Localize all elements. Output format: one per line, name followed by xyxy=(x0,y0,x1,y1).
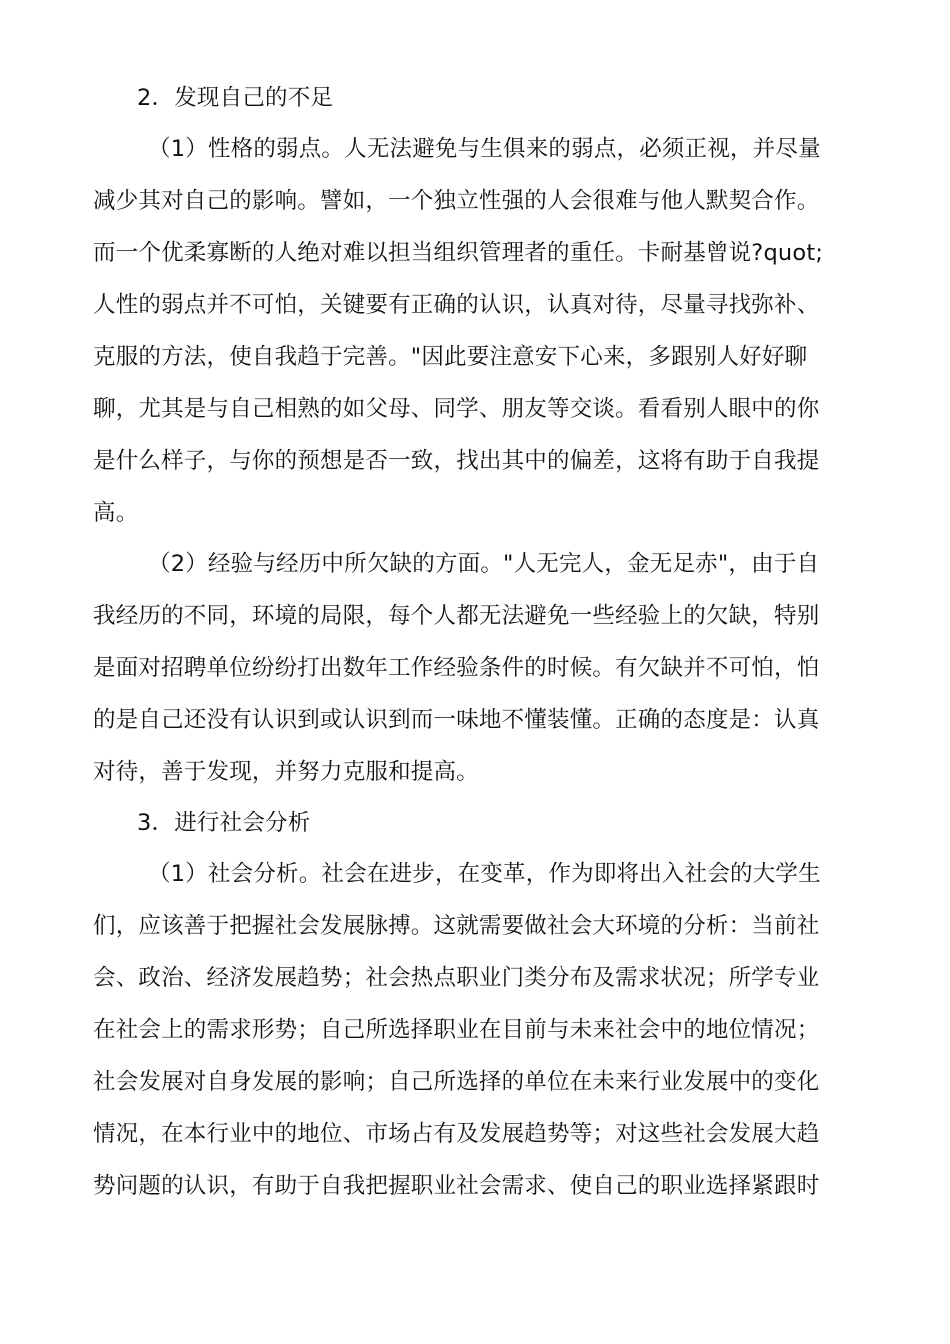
paragraph-line: 们，应该善于把握社会发展脉搏。这就需要做社会大环境的分析：当前社 xyxy=(93,913,820,939)
paragraph-line: 聊，尤其是与自己相熟的如父母、同学、朋友等交谈。看看别人眼中的你 xyxy=(93,396,820,422)
paragraph-line: 是面对招聘单位纷纷打出数年工作经验条件的时候。有欠缺并不可怕，怕 xyxy=(93,655,820,681)
paragraph-line: 的是自己还没有认识到或认识到而一味地不懂装懂。正确的态度是：认真 xyxy=(93,707,820,733)
paragraph-line: 对待，善于发现，并努力克服和提高。 xyxy=(93,759,479,785)
paragraph-line: 势问题的认识，有助于自我把握职业社会需求、使自己的职业选择紧跟时 xyxy=(93,1173,820,1199)
paragraph-line: （2）经验与经历中所欠缺的方面。"人无完人，金无足赤"，由于自 xyxy=(148,551,820,577)
section-heading: 2．发现自己的不足 xyxy=(137,85,334,111)
paragraph-line: 社会发展对自身发展的影响；自己所选择的单位在未来行业发展中的变化 xyxy=(93,1069,820,1095)
paragraph-line: （1）性格的弱点。人无法避免与生俱来的弱点，必须正视，并尽量 xyxy=(148,136,821,162)
paragraph-line: （1）社会分析。社会在进步，在变革，作为即将出入社会的大学生 xyxy=(148,861,821,887)
paragraph-line: 高。 xyxy=(93,500,139,526)
paragraph-line: 是什么样子，与你的预想是否一致，找出其中的偏差，这将有助于自我提 xyxy=(93,448,820,474)
paragraph-line: 而一个优柔寡断的人绝对难以担当组织管理者的重任。卡耐基曾说?quot; xyxy=(93,240,824,266)
paragraph-line: 会、政治、经济发展趋势；社会热点职业门类分布及需求状况；所学专业 xyxy=(93,965,820,991)
paragraph-line: 人性的弱点并不可怕，关键要有正确的认识，认真对待，尽量寻找弥补、 xyxy=(93,292,820,318)
paragraph-line: 在社会上的需求形势；自己所选择职业在目前与未来社会中的地位情况； xyxy=(93,1017,820,1043)
paragraph-line: 情况，在本行业中的地位、市场占有及发展趋势等；对这些社会发展大趋 xyxy=(93,1121,820,1147)
paragraph-line: 减少其对自己的影响。譬如，一个独立性强的人会很难与他人默契合作。 xyxy=(93,188,820,214)
paragraph-line: 我经历的不同，环境的局限，每个人都无法避免一些经验上的欠缺，特别 xyxy=(93,603,820,629)
section-heading: 3．进行社会分析 xyxy=(137,810,311,836)
paragraph-line: 克服的方法，使自我趋于完善。"因此要注意安下心来，多跟别人好好聊 xyxy=(93,344,808,370)
